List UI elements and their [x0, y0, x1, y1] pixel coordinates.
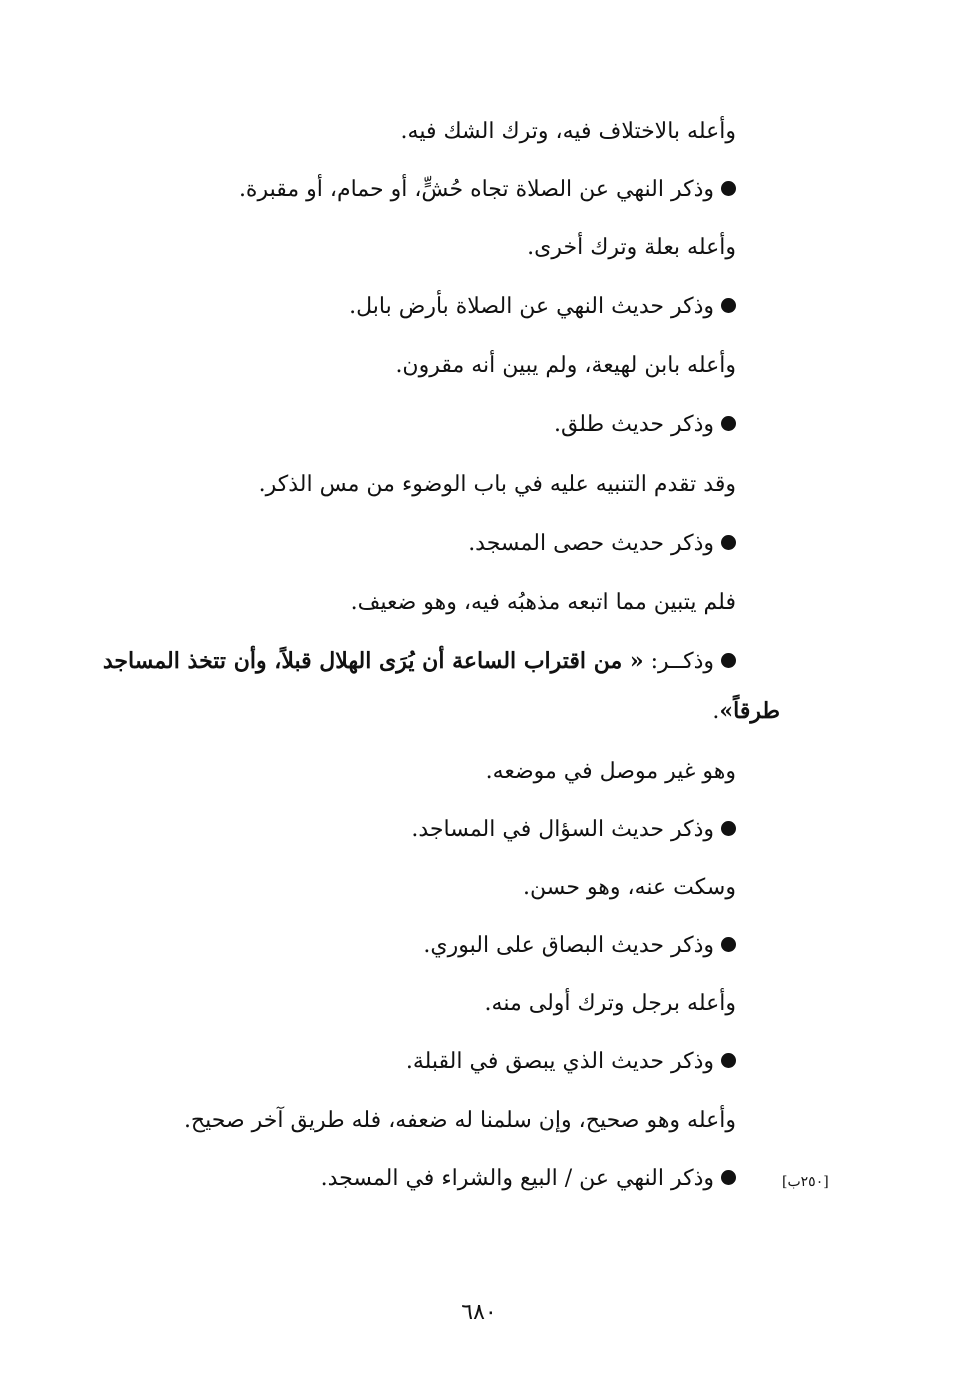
- text-line: [523, 873, 736, 903]
- quoted-hadith-continued: طرقاً»: [719, 698, 780, 724]
- line-text: وذكر النهي عن / البيع والشراء في المسجد.: [320, 1166, 714, 1191]
- bullet-line: [423, 931, 736, 961]
- manuscript-folio-note: [٢٥٠ب]: [782, 1174, 829, 1190]
- text-line: [485, 989, 736, 1019]
- bullet-line: [321, 1164, 736, 1194]
- line-text: وهو غير موصل في موضعه.: [485, 759, 736, 784]
- line-text: وذكر حديث طلق.: [553, 412, 714, 437]
- bullet-icon: [721, 937, 736, 952]
- bullet-line: [349, 292, 736, 322]
- bullet-line: [554, 410, 736, 440]
- line-text: وذكر حديث الذي يبصق في القبلة.: [405, 1049, 714, 1074]
- line-text: وأعله بعلة وترك أخرى.: [527, 235, 736, 260]
- bullet-line: [103, 646, 736, 677]
- line-text: وأعله وهو صحيح، وإن سلمنا له ضعفه، فله طريق آخر صحيح.: [183, 1108, 736, 1133]
- bullet-icon: [721, 298, 736, 313]
- line-prefix: وذكــر:: [643, 649, 714, 674]
- line-text: وذكر النهي عن الصلاة تجاه حُشٍّ، أو حمام، أو مقبرة.: [238, 177, 714, 202]
- bullet-line: [468, 529, 736, 559]
- text-line: [527, 233, 736, 263]
- line-text: وذكر حديث النهي عن الصلاة بأرض بابل.: [349, 294, 714, 319]
- bullet-icon: [721, 416, 736, 431]
- bullet-icon: [721, 1053, 736, 1068]
- line-text: وذكر حديث حصى المسجد.: [468, 531, 714, 556]
- line-text: وأعله برجل وترك أولى منه.: [484, 991, 736, 1016]
- line-text: فلم يتبين مما اتبعه مذهبُه فيه، وهو ضعيف.: [350, 590, 736, 615]
- line-text: وذكر حديث السؤال في المساجد.: [411, 817, 714, 842]
- line-text: وأعله بابن لهيعة، ولم يبين أنه مقرون.: [395, 353, 736, 378]
- text-line: [184, 1106, 736, 1136]
- line-text: وقد تقدم التنبيه عليه في باب الوضوء من مس الذكر.: [258, 472, 736, 497]
- line-text: وذكر حديث البصاق على البوري.: [423, 933, 714, 958]
- line-text: وأعله بالاختلاف فيه، وترك الشك فيه.: [400, 119, 736, 144]
- bullet-line: [411, 815, 736, 845]
- text-line: [486, 757, 736, 787]
- bullet-icon: [721, 821, 736, 836]
- text-line: [259, 470, 736, 500]
- line-text: وسكت عنه، وهو حسن.: [522, 875, 736, 900]
- bullet-icon: [721, 535, 736, 550]
- line-suffix: .: [712, 699, 720, 724]
- bullet-icon: [721, 653, 736, 668]
- bullet-icon: [721, 181, 736, 196]
- text-line: [395, 351, 736, 381]
- quoted-hadith: « من اقتراب الساعة أن يُرَى الهلال قبلاً، وأن تتخذ المساجد: [102, 648, 644, 674]
- text-line-continuation: [712, 696, 780, 727]
- page-number: ٦٨٠: [461, 1300, 497, 1325]
- bullet-icon: [721, 1170, 736, 1185]
- text-line: [351, 588, 736, 618]
- bullet-line: [239, 175, 736, 205]
- bullet-line: [406, 1047, 736, 1077]
- text-line: [401, 117, 736, 147]
